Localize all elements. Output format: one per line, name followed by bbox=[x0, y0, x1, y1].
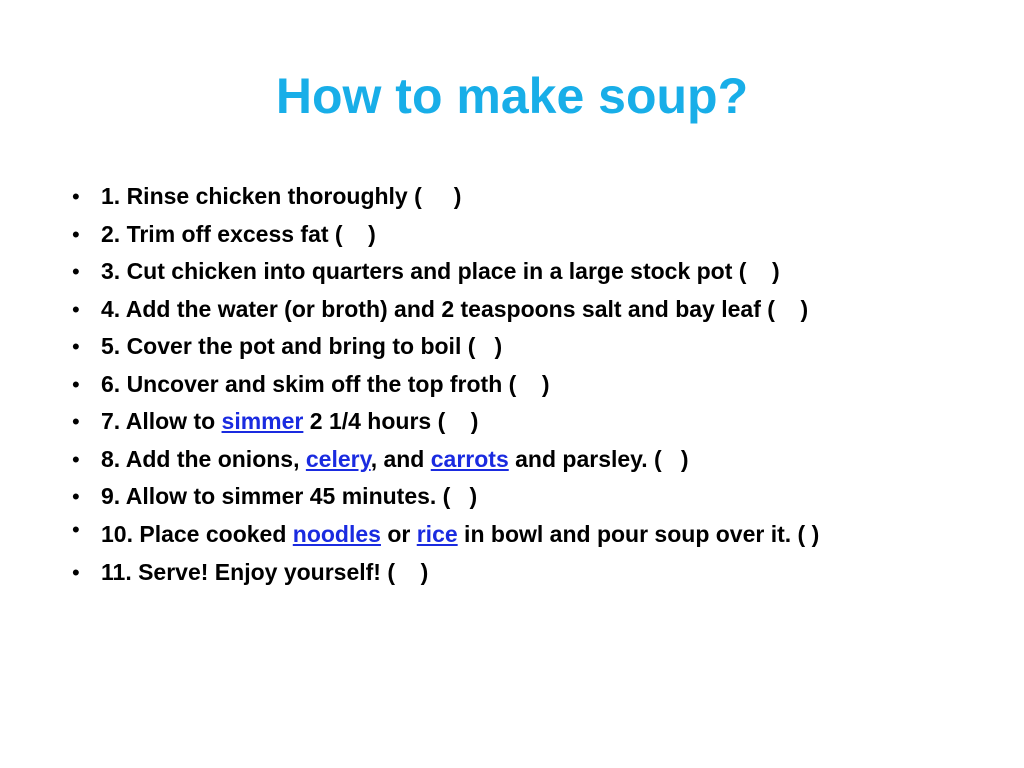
step-text: 1. Rinse chicken thoroughly ( ) bbox=[101, 183, 462, 209]
list-item bbox=[72, 478, 972, 516]
step-text: 7. Allow to bbox=[101, 408, 222, 434]
glossary-link[interactable]: celery bbox=[305, 445, 371, 472]
list-item bbox=[72, 554, 972, 592]
step-text: 8. Add the onions, bbox=[101, 445, 306, 472]
bullet-dot-icon: • bbox=[72, 484, 80, 509]
step-text: or bbox=[380, 520, 417, 547]
bullet-dot-icon: • bbox=[72, 446, 80, 472]
bullet-dot-icon: • bbox=[72, 221, 80, 247]
bullet-dot-icon: • bbox=[72, 296, 80, 322]
glossary-link[interactable]: noodles bbox=[292, 520, 381, 547]
list-item bbox=[72, 291, 972, 329]
glossary-link[interactable]: simmer bbox=[221, 408, 304, 434]
step-text: 5. Cover the pot and bring to boil ( ) bbox=[101, 333, 503, 359]
list-item bbox=[72, 328, 972, 366]
step-text: 10. Place cooked bbox=[101, 520, 293, 547]
list-item bbox=[72, 403, 972, 441]
step-text: in bowl and pour soup over it. ( ) bbox=[457, 520, 820, 547]
step-text: 9. Allow to simmer 45 minutes. ( ) bbox=[101, 483, 478, 509]
bullet-dot-icon: • bbox=[72, 371, 80, 397]
list-item bbox=[72, 516, 972, 554]
list-item bbox=[72, 216, 972, 254]
step-text: 6. Uncover and skim off the top froth ( ) bbox=[101, 370, 550, 397]
bullet-dot-icon: • bbox=[72, 259, 80, 284]
glossary-link[interactable]: rice bbox=[416, 520, 458, 547]
step-text: 2. Trim off excess fat ( ) bbox=[101, 220, 376, 247]
step-text: 2 1/4 hours ( ) bbox=[303, 408, 479, 434]
bullet-dot-icon: • bbox=[72, 184, 80, 209]
slide-title: How to make soup? bbox=[275, 68, 749, 124]
step-text: , and bbox=[370, 445, 431, 472]
bullet-dot-icon: • bbox=[72, 559, 80, 585]
step-text: 4. Add the water (or broth) and 2 teaspoons salt and bay leaf ( ) bbox=[101, 295, 809, 322]
list-item bbox=[72, 178, 972, 216]
bullet-dot-icon: • bbox=[72, 334, 80, 359]
list-item bbox=[72, 441, 972, 479]
bullet-dot-icon: • bbox=[72, 409, 80, 434]
steps-list bbox=[72, 178, 972, 591]
glossary-link[interactable]: carrots bbox=[430, 445, 509, 472]
step-text: 3. Cut chicken into quarters and place in a large stock pot ( ) bbox=[101, 258, 780, 284]
list-item bbox=[72, 253, 972, 291]
step-text: 11. Serve! Enjoy yourself! ( ) bbox=[101, 558, 429, 585]
bullet-dot-icon: • bbox=[72, 516, 80, 542]
list-item bbox=[72, 366, 972, 404]
step-text: and parsley. ( ) bbox=[508, 445, 689, 472]
